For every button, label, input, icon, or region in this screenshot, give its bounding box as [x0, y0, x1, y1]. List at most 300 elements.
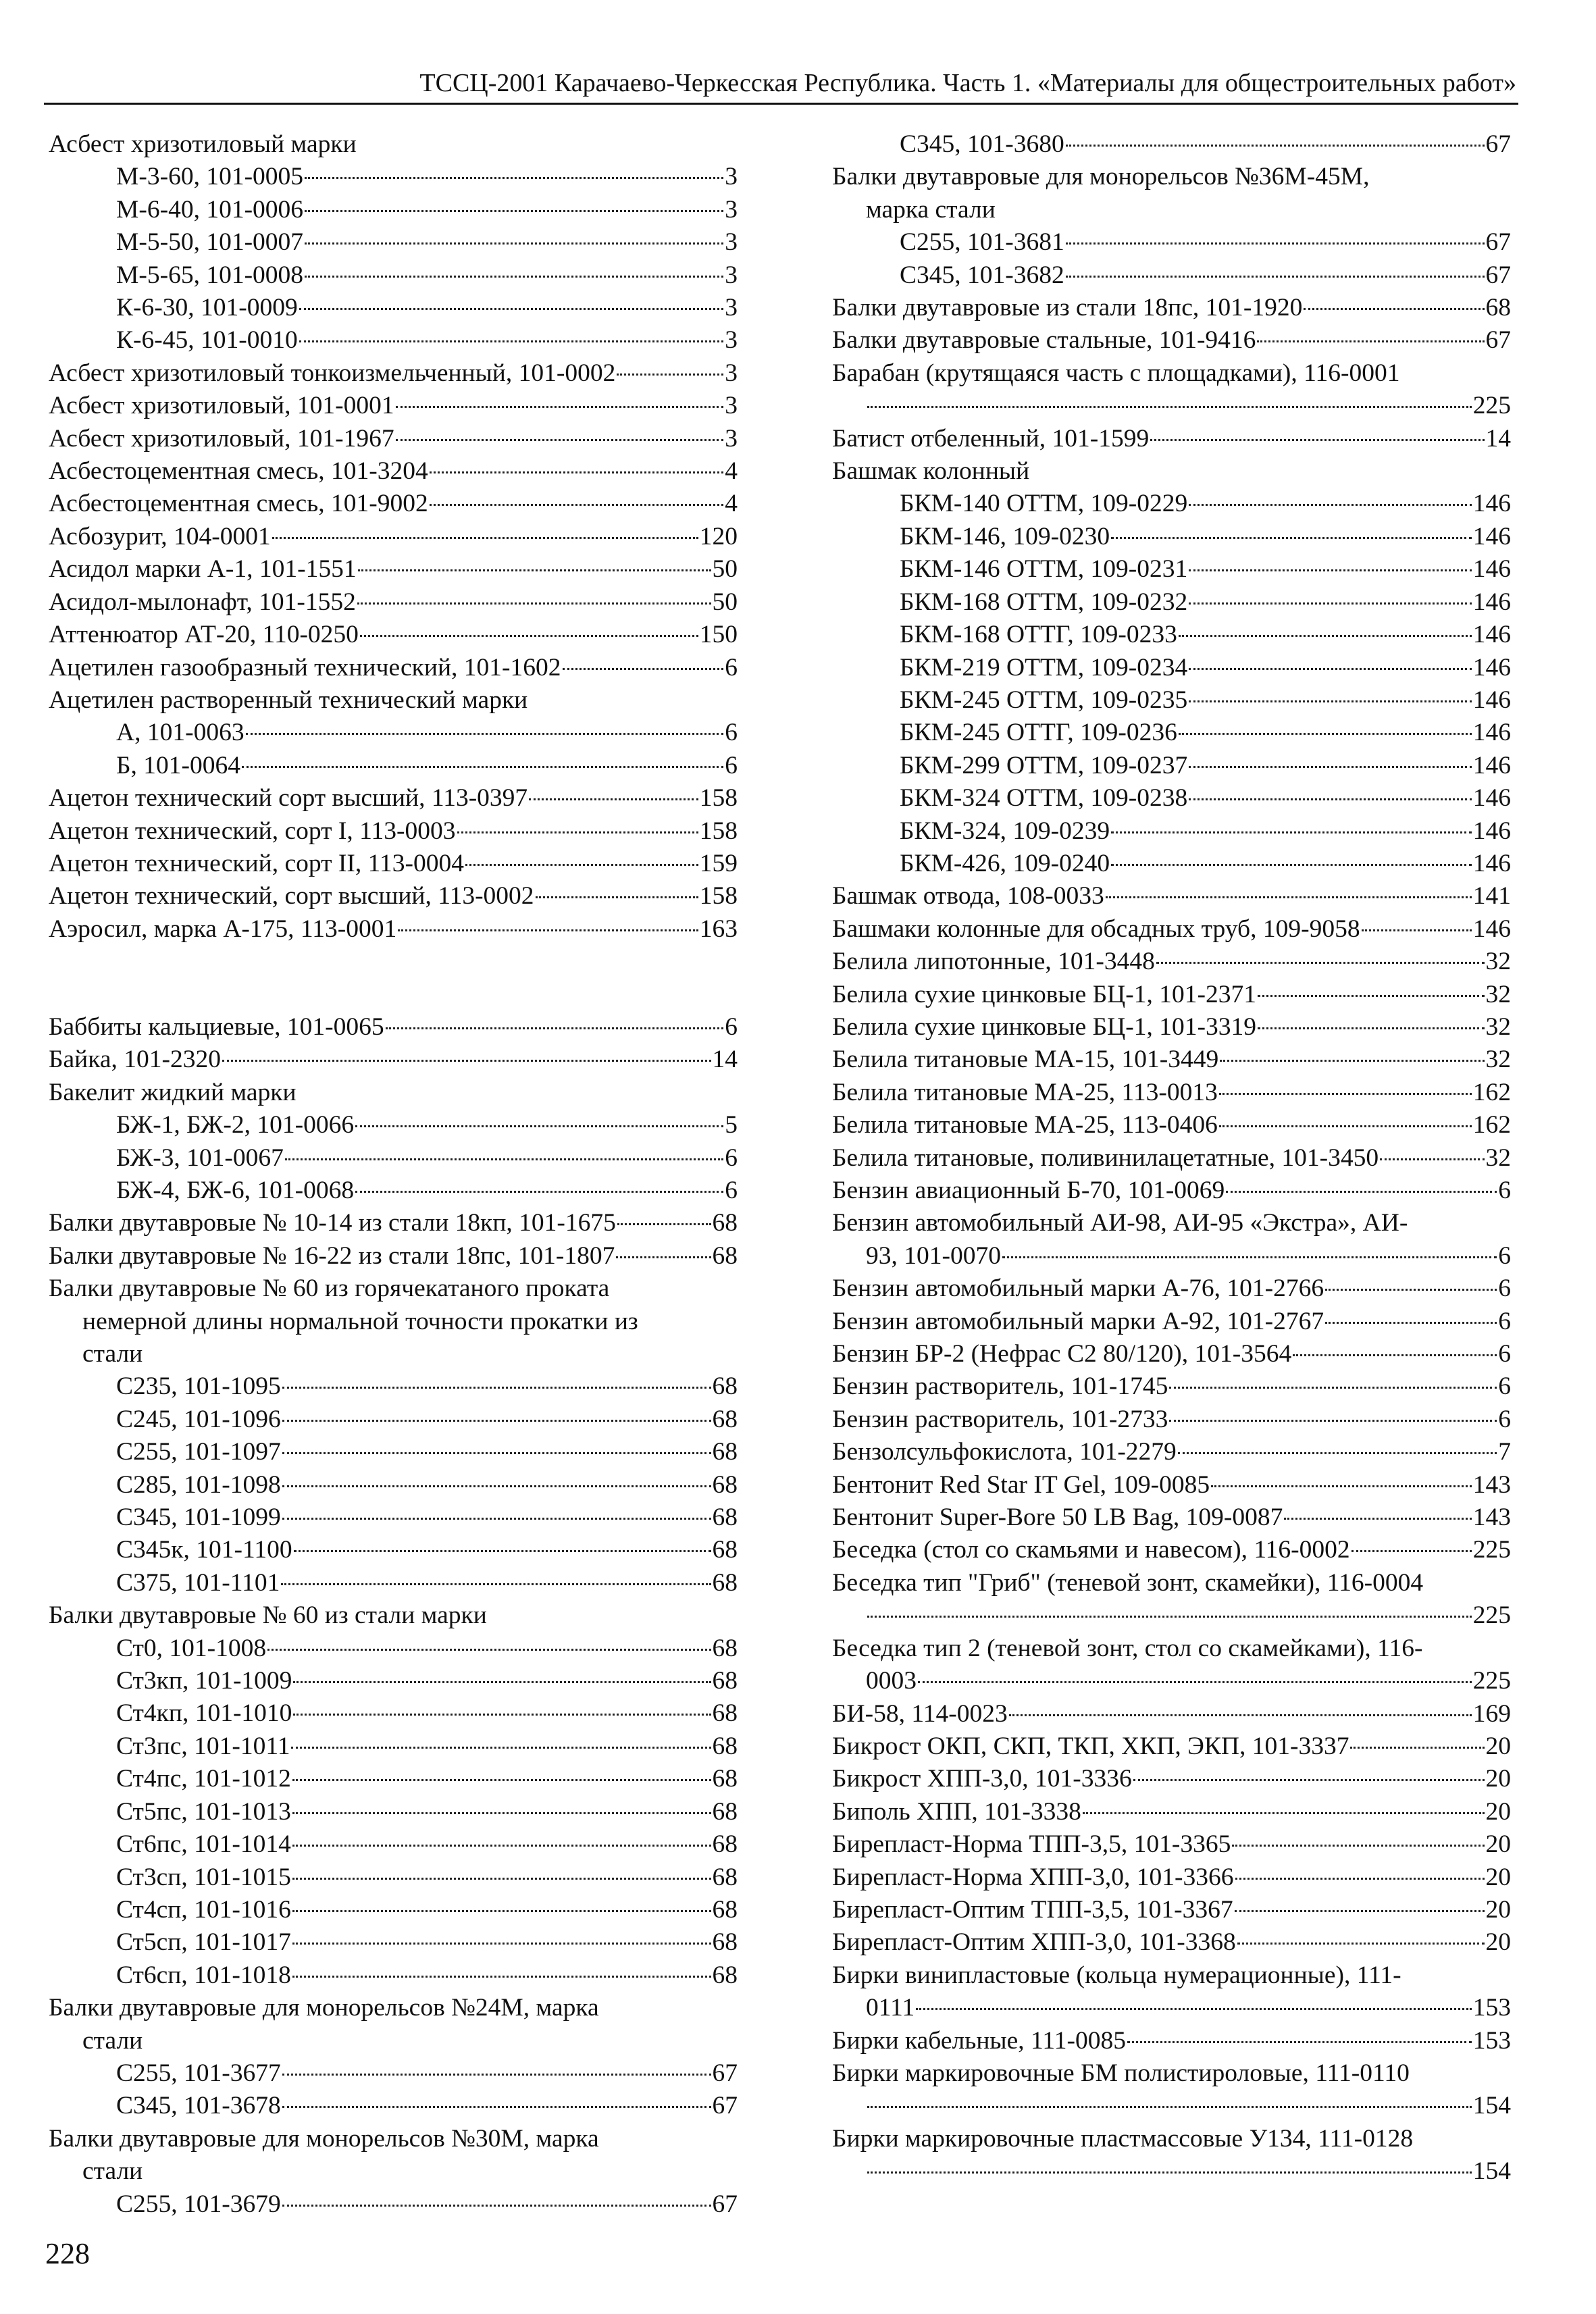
entry-term: Белила липотонные, 101-3448 — [832, 948, 1155, 976]
entry-page-number: 3 — [725, 392, 738, 420]
dot-leader — [282, 1485, 711, 1487]
entry-term: С245, 101-1096 — [116, 1405, 281, 1433]
index-heading: Беседка тип "Гриб" (теневой зонт, скамейки), 116-0004 — [832, 1568, 1424, 1597]
entry-page-number: 146 — [1472, 849, 1511, 877]
entry-page-number: 68 — [712, 1209, 738, 1237]
index-entry — [49, 292, 738, 324]
entry-term: Ст4кп, 101-1010 — [116, 1699, 292, 1728]
entry-page-number: 20 — [1485, 1863, 1511, 1891]
entry-page-number: 20 — [1485, 1765, 1511, 1793]
entry-term: 93, 101-0070 — [866, 1241, 1001, 1270]
entry-term: Ст6сп, 101-1018 — [116, 1961, 291, 1989]
dot-leader — [1066, 145, 1485, 147]
entry-term: Балки двутавровые стальные, 101-9416 — [832, 326, 1256, 355]
dot-leader — [918, 1681, 1472, 1683]
dot-leader — [1235, 1878, 1485, 1880]
index-entry — [49, 1011, 738, 1044]
index-entry — [832, 1861, 1511, 1894]
dot-leader — [867, 2171, 1472, 2174]
index-heading: Балки двутавровые для монорельсов №24М, марка — [49, 1994, 599, 2022]
index-entry — [49, 1567, 738, 1599]
entry-term: Белила титановые, поливинилацетатные, 101-3450 — [832, 1143, 1379, 1172]
dot-leader — [357, 602, 711, 605]
entry-page-number: 146 — [1472, 686, 1511, 714]
dot-leader — [281, 1583, 711, 1585]
entry-page-number: 67 — [712, 2059, 738, 2087]
dot-leader — [293, 1714, 711, 1716]
dot-leader — [1220, 1060, 1484, 1062]
dot-leader — [1156, 962, 1485, 964]
entry-term: Балки двутавровые № 16-22 из стали 18пс, 101-1807 — [49, 1241, 615, 1270]
index-heading: Бирки винипластовые (кольца нумерационные), 111- — [832, 1961, 1401, 1989]
entry-term: М-5-65, 101-0008 — [116, 261, 304, 289]
entry-term: М-6-40, 101-0006 — [116, 195, 304, 224]
index-entry — [49, 1763, 738, 1795]
dot-leader — [1237, 1943, 1485, 1945]
entry-term: Бикрост ОКП, СКП, ТКП, ХКП, ЭКП, 101-3337 — [832, 1732, 1349, 1760]
dot-leader — [536, 896, 698, 898]
index-entry — [832, 913, 1511, 946]
entry-term: С375, 101-1101 — [116, 1568, 280, 1597]
index-entry — [49, 1044, 738, 1076]
index-entry — [832, 750, 1511, 782]
entry-page-number: 7 — [1498, 1438, 1511, 1466]
entry-term: Бензин автомобильный марки А-76, 101-2766 — [832, 1275, 1324, 1303]
entry-page-number: 3 — [725, 424, 738, 453]
entry-term: Бирепласт-Норма ХПП-3,0, 101-3366 — [832, 1863, 1234, 1891]
index-entry — [49, 455, 738, 488]
index-entry — [832, 1436, 1511, 1468]
entry-page-number: 6 — [1498, 1340, 1511, 1368]
dot-leader — [293, 1681, 711, 1683]
entry-term: Аттенюатор АТ-20, 110-0250 — [49, 621, 359, 649]
entry-page-number: 68 — [712, 1667, 738, 1695]
entry-page-number: 68 — [712, 1863, 738, 1891]
index-entry — [832, 1926, 1511, 1959]
index-entry — [49, 1175, 738, 1207]
entry-page-number: 68 — [712, 1536, 738, 1564]
entry-page-number: 6 — [1498, 1241, 1511, 1270]
entry-page-number: 68 — [712, 1568, 738, 1597]
entry-term: Бензин БР-2 (Нефрас С2 80/120), 101-3564 — [832, 1340, 1292, 1368]
dot-leader — [1226, 1191, 1497, 1193]
entry-page-number: 20 — [1485, 1732, 1511, 1760]
index-entry — [832, 259, 1511, 292]
dot-leader — [396, 439, 724, 441]
dot-leader — [1106, 896, 1472, 898]
index-entry — [49, 782, 738, 815]
entry-term: Ст4пс, 101-1012 — [116, 1765, 291, 1793]
entry-page-number: 4 — [725, 457, 738, 486]
entry-page-number: 163 — [699, 915, 738, 943]
dot-leader — [1083, 1812, 1485, 1814]
entry-term: Батист отбеленный, 101-1599 — [832, 424, 1150, 453]
index-heading: Бирки маркировочные БМ полистироловые, 111-0110 — [832, 2059, 1410, 2087]
entry-term: БКМ-146 ОТТМ, 109-0231 — [900, 555, 1188, 584]
dot-leader — [1350, 1747, 1484, 1749]
entry-term: Башмаки колонные для обсадных труб, 109-9058 — [832, 915, 1360, 943]
index-entry — [832, 1665, 1511, 1697]
dot-leader — [282, 2205, 711, 2207]
entry-page-number: 68 — [712, 1503, 738, 1532]
dot-leader — [1179, 635, 1472, 637]
entry-term: Бентонит Red Star IT Gel, 109-0085 — [832, 1470, 1210, 1499]
entry-page-number: 68 — [712, 1372, 738, 1401]
index-heading: стали — [82, 2026, 143, 2055]
entry-page-number: 68 — [712, 1470, 738, 1499]
index-entry — [49, 553, 738, 586]
index-entry — [832, 1469, 1511, 1501]
entry-page-number: 162 — [1472, 1111, 1511, 1139]
index-entry — [832, 782, 1511, 815]
entry-term: Асбестоцементная смесь, 101-9002 — [49, 490, 428, 518]
entry-page-number: 14 — [712, 1046, 738, 1074]
index-entry — [832, 880, 1511, 912]
entry-page-number: 146 — [1472, 817, 1511, 845]
entry-page-number: 68 — [712, 1830, 738, 1859]
entry-page-number: 67 — [1485, 228, 1511, 257]
index-entry — [49, 1436, 738, 1468]
entry-term: С235, 101-1095 — [116, 1372, 281, 1401]
index-heading: Балки двутавровые № 60 из горячекатаного проката — [49, 1275, 610, 1303]
entry-term: Белила сухие цинковые БЦ-1, 101-3319 — [832, 1012, 1256, 1041]
dot-leader — [1189, 504, 1472, 506]
entry-page-number: 153 — [1472, 2026, 1511, 2055]
entry-page-number: 6 — [1498, 1275, 1511, 1303]
entry-page-number: 3 — [725, 163, 738, 191]
index-entry — [832, 1404, 1511, 1436]
index-entry — [832, 1240, 1511, 1272]
entry-page-number: 50 — [712, 555, 738, 584]
entry-term: С285, 101-1098 — [116, 1470, 281, 1499]
index-entry — [49, 2057, 738, 2090]
entry-page-number: 146 — [1472, 751, 1511, 779]
entry-term: БКМ-219 ОТТМ, 109-0234 — [900, 653, 1188, 682]
index-entry — [832, 1698, 1511, 1730]
index-entry — [49, 1632, 738, 1665]
dot-leader — [282, 2106, 711, 2108]
entry-page-number: 150 — [699, 621, 738, 649]
dot-leader — [430, 471, 723, 473]
index-entry — [49, 815, 738, 848]
entry-term: С345, 101-3678 — [116, 2092, 281, 2120]
entry-term: БКМ-168 ОТТГ, 109-0233 — [900, 621, 1177, 649]
index-entry — [832, 1011, 1511, 1044]
entry-page-number: 162 — [1472, 1078, 1511, 1106]
index-entry — [832, 946, 1511, 978]
entry-page-number: 141 — [1472, 882, 1511, 910]
index-heading: Башмак колонный — [832, 457, 1030, 486]
entry-term: Бирки кабельные, 111-0085 — [832, 2026, 1126, 2055]
entry-term: Ацетон технический сорт высший, 113-0397 — [49, 784, 528, 813]
index-entry — [49, 423, 738, 455]
index-column-left — [49, 128, 738, 2221]
index-heading: марка стали — [866, 195, 996, 224]
index-heading: Бакелит жидкий марки — [49, 1078, 297, 1106]
index-entry — [49, 194, 738, 226]
entry-page-number: 32 — [1485, 1012, 1511, 1041]
dot-leader — [358, 569, 711, 571]
dot-leader — [1258, 995, 1485, 997]
dot-leader — [1189, 569, 1472, 571]
entry-page-number: 3 — [725, 294, 738, 322]
entry-page-number: 6 — [725, 719, 738, 747]
entry-page-number: 67 — [1485, 261, 1511, 289]
dot-leader — [617, 374, 723, 376]
dot-leader — [529, 798, 698, 800]
entry-term: Белила сухие цинковые БЦ-1, 101-2371 — [832, 980, 1256, 1008]
entry-page-number: 154 — [1472, 2157, 1511, 2186]
index-entry — [49, 1796, 738, 1828]
entry-term: БКМ-299 ОТТМ, 109-0237 — [900, 751, 1188, 779]
entry-term: Асбест хризотиловый, 101-0001 — [49, 392, 394, 420]
index-entry — [832, 324, 1511, 357]
entry-page-number: 68 — [712, 1732, 738, 1760]
index-entry — [49, 324, 738, 357]
index-entry — [49, 1665, 738, 1697]
dot-leader — [386, 1027, 724, 1029]
entry-page-number: 20 — [1485, 1895, 1511, 1924]
entry-page-number: 225 — [1472, 1536, 1511, 1564]
index-entry — [832, 128, 1511, 161]
dot-leader — [1179, 733, 1472, 735]
entry-term: С255, 101-3681 — [900, 228, 1064, 257]
index-entry — [49, 586, 738, 619]
dot-leader — [305, 242, 723, 245]
dot-leader — [292, 1943, 711, 1945]
entry-page-number: 120 — [699, 522, 738, 550]
entry-term: Бирепласт-Оптим ХПП-3,0, 101-3368 — [832, 1928, 1236, 1957]
entry-term: Бензин растворитель, 101-2733 — [832, 1405, 1168, 1433]
entry-term: С345к, 101-1100 — [116, 1536, 292, 1564]
dot-leader — [1066, 276, 1485, 278]
entry-term: С345, 101-1099 — [116, 1503, 281, 1532]
index-entry — [49, 1404, 738, 1436]
index-entry — [832, 553, 1511, 586]
entry-term: Асбест хризотиловый тонкоизмельченный, 101-0002 — [49, 359, 616, 387]
dot-leader — [1189, 766, 1472, 768]
entry-page-number: 68 — [712, 1241, 738, 1270]
dot-leader — [305, 210, 723, 212]
entry-term: Ст5пс, 101-1013 — [116, 1797, 291, 1826]
dot-leader — [1002, 1256, 1497, 1258]
entry-page-number: 3 — [725, 359, 738, 387]
index-entry — [832, 292, 1511, 324]
entry-page-number: 158 — [699, 784, 738, 813]
entry-page-number: 146 — [1472, 555, 1511, 584]
index-entry — [832, 1599, 1511, 1632]
index-entry — [49, 1697, 738, 1730]
index-heading: Бирки маркировочные пластмассовые У134, 111-0128 — [832, 2124, 1414, 2153]
index-entry — [49, 2188, 738, 2221]
dot-leader — [1235, 1910, 1485, 1912]
dot-leader — [1258, 1027, 1485, 1029]
entry-term: Баббиты кальциевые, 101-0065 — [49, 1012, 384, 1041]
entry-term: БЖ-4, БЖ-6, 101-0068 — [116, 1176, 355, 1204]
index-entry — [49, 521, 738, 553]
entry-page-number: 68 — [712, 1797, 738, 1826]
index-entry — [49, 750, 738, 782]
dot-leader — [617, 1223, 711, 1225]
entry-page-number: 14 — [1485, 424, 1511, 453]
dot-leader — [1211, 1485, 1472, 1487]
entry-term: БЖ-3, 101-0067 — [116, 1143, 284, 1172]
entry-term: Бирепласт-Норма ТПП-3,5, 101-3365 — [832, 1830, 1231, 1859]
index-heading: Балки двутавровые № 60 из стали марки — [49, 1601, 487, 1630]
entry-page-number: 67 — [712, 2092, 738, 2120]
dot-leader — [1380, 1158, 1484, 1160]
dot-leader — [292, 1845, 711, 1847]
index-entry — [832, 1142, 1511, 1175]
dot-leader — [1232, 1845, 1484, 1847]
entry-page-number: 67 — [712, 2190, 738, 2218]
section-gap — [49, 946, 738, 978]
dot-leader — [292, 1910, 711, 1912]
entry-term: А, 101-0063 — [116, 719, 244, 747]
index-entry — [832, 979, 1511, 1011]
index-heading: стали — [82, 2157, 143, 2186]
dot-leader — [1257, 340, 1484, 342]
entry-page-number: 146 — [1472, 719, 1511, 747]
entry-page-number: 32 — [1485, 1143, 1511, 1172]
index-entry — [832, 1534, 1511, 1566]
index-entry — [832, 1894, 1511, 1926]
index-heading: Барабан (крутящаяся часть с площадками), 116-0001 — [832, 359, 1400, 387]
index-heading: Бензин автомобильный АИ-98, АИ-95 «Экстра», АИ- — [832, 1209, 1408, 1237]
index-entry — [49, 1240, 738, 1272]
entry-page-number: 146 — [1472, 784, 1511, 813]
running-header: ТССЦ-2001 Карачаево-Черкесская Республика. Часть 1. «Материалы для общестроительных работ» — [419, 69, 1516, 97]
index-entry — [49, 1730, 738, 1763]
index-entry — [832, 848, 1511, 880]
dot-leader — [1111, 864, 1472, 866]
entry-term: БКМ-245 ОТТМ, 109-0235 — [900, 686, 1188, 714]
entry-page-number: 6 — [725, 1012, 738, 1041]
dot-leader — [282, 2074, 711, 2076]
index-entry — [49, 1370, 738, 1403]
dot-leader — [563, 668, 724, 670]
dot-leader — [867, 406, 1472, 408]
index-entry — [49, 390, 738, 422]
dot-leader — [616, 1256, 711, 1258]
entry-term: Бензин растворитель, 101-1745 — [832, 1372, 1168, 1401]
entry-term: С255, 101-3679 — [116, 2190, 281, 2218]
index-entry — [49, 848, 738, 880]
entry-term: Байка, 101-2320 — [49, 1046, 222, 1074]
entry-term: Ст3пс, 101-1011 — [116, 1732, 290, 1760]
entry-page-number: 225 — [1472, 392, 1511, 420]
entry-page-number: 146 — [1472, 588, 1511, 616]
dot-leader — [272, 537, 698, 539]
entry-term: Бензин автомобильный марки А-92, 101-2767 — [832, 1307, 1324, 1335]
dot-leader — [1189, 668, 1472, 670]
index-entry — [832, 652, 1511, 684]
entry-page-number: 68 — [712, 1765, 738, 1793]
entry-page-number: 6 — [725, 1143, 738, 1172]
entry-term: Ацетон технический, сорт высший, 113-0002 — [49, 882, 534, 910]
entry-page-number: 32 — [1485, 948, 1511, 976]
dot-leader — [430, 504, 723, 506]
entry-term: Бентонит Super-Bore 50 LB Bag, 109-0087 — [832, 1503, 1283, 1532]
entry-page-number: 5 — [725, 1111, 738, 1139]
index-entry — [49, 1142, 738, 1175]
dot-leader — [246, 733, 724, 735]
entry-page-number: 68 — [712, 1405, 738, 1433]
dot-leader — [1325, 1322, 1497, 1324]
entry-term: БИ-58, 114-0023 — [832, 1699, 1008, 1728]
entry-page-number: 146 — [1472, 522, 1511, 550]
entry-page-number: 4 — [725, 490, 738, 518]
dot-leader — [867, 2106, 1472, 2108]
index-heading: немерной длины нормальной точности прокатки из — [82, 1307, 638, 1335]
dot-leader — [291, 1747, 711, 1749]
dot-leader — [285, 1158, 723, 1160]
dot-leader — [1133, 1779, 1485, 1781]
index-entry — [832, 1044, 1511, 1076]
index-entry — [49, 1534, 738, 1566]
entry-page-number: 143 — [1472, 1470, 1511, 1499]
index-entry — [832, 1992, 1511, 2024]
dot-leader — [1219, 1093, 1472, 1095]
entry-page-number: 68 — [712, 1895, 738, 1924]
entry-page-number: 3 — [725, 261, 738, 289]
entry-term: К-6-45, 101-0010 — [116, 326, 298, 355]
entry-term: Аэросил, марка А-175, 113-0001 — [49, 915, 397, 943]
entry-page-number: 20 — [1485, 1797, 1511, 1826]
entry-term: Бикрост ХПП-3,0, 101-3336 — [832, 1765, 1132, 1793]
entry-page-number: 32 — [1485, 1046, 1511, 1074]
index-entry — [832, 1370, 1511, 1403]
entry-term: Белила титановые МА-25, 113-0406 — [832, 1111, 1218, 1139]
index-entry — [49, 1501, 738, 1534]
index-entry — [49, 880, 738, 912]
entry-page-number: 6 — [1498, 1307, 1511, 1335]
dot-leader — [1111, 831, 1472, 833]
index-entry — [49, 1828, 738, 1861]
dot-leader — [398, 929, 698, 931]
index-entry — [49, 1469, 738, 1501]
entry-term: Ст3сп, 101-1015 — [116, 1863, 291, 1891]
dot-leader — [355, 1191, 723, 1193]
index-entry — [49, 357, 738, 390]
index-entry — [49, 1207, 738, 1239]
entry-term: Белила титановые МА-25, 113-0013 — [832, 1078, 1218, 1106]
index-entry — [49, 913, 738, 946]
entry-term: Ст4сп, 101-1016 — [116, 1895, 291, 1924]
entry-term: 0003 — [866, 1667, 917, 1695]
entry-term: Ст5сп, 101-1017 — [116, 1928, 291, 1957]
entry-term: М-5-50, 101-0007 — [116, 228, 304, 257]
dot-leader — [1325, 1289, 1497, 1291]
dot-leader — [222, 1060, 711, 1062]
dot-leader — [305, 177, 723, 179]
dot-leader — [1009, 1714, 1472, 1716]
entry-term: Ацетон технический, сорт I, 113-0003 — [49, 817, 456, 845]
entry-page-number: 68 — [712, 1961, 738, 1989]
entry-term: К-6-30, 101-0009 — [116, 294, 298, 322]
dot-leader — [867, 1616, 1472, 1618]
entry-page-number: 154 — [1472, 2092, 1511, 2120]
entry-term: Белила титановые МА-15, 101-3449 — [832, 1046, 1219, 1074]
entry-term: Бензин авиационный Б-70, 101-0069 — [832, 1177, 1225, 1204]
dot-leader — [916, 2008, 1472, 2010]
dot-leader — [1362, 929, 1472, 931]
dot-leader — [1284, 1518, 1471, 1520]
entry-page-number: 146 — [1472, 621, 1511, 649]
dot-leader — [292, 1779, 711, 1781]
entry-term: БКМ-324, 109-0239 — [900, 817, 1110, 845]
index-entry — [832, 1272, 1511, 1305]
